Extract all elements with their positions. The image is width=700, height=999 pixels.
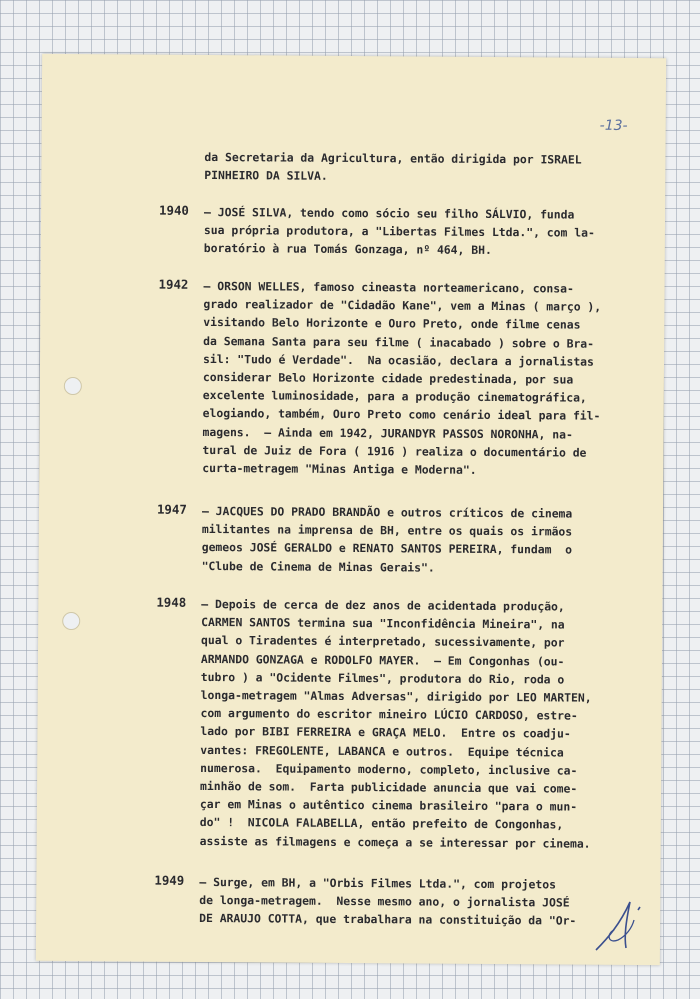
text-line: tubro ) a "Ocidente Filmes", produtora do Rio, roda o <box>200 669 565 687</box>
entry-1940 <box>41 202 665 258</box>
text-line: sua própria produtora, a "Libertas Filmes Ltda.", com la- <box>203 223 595 240</box>
text-line: de longa-metragem. Nesse mesmo ano, o jornalista JOSÉ <box>199 893 570 910</box>
page-number: -13- <box>599 117 628 134</box>
text-line: ARMANDO GONZAGA e RODOLFO MAYER. — Em Congonhas (ou- <box>200 651 565 669</box>
text-line: considerar Belo Horizonte cidade predestinada, por sua <box>202 369 574 387</box>
text-line: — Depois de cerca de dez anos de acidentada produção, <box>201 596 565 614</box>
intro-paragraph <box>42 147 666 184</box>
text-line: "Clube de Cinema de Minas Gerais". <box>201 558 435 575</box>
text-line: magens. — Ainda em 1942, JURANDYR PASSOS NORONHA, na- <box>202 424 573 442</box>
text-line: — ORSON WELLES, famoso cineasta norteamericano, consa- <box>203 278 574 296</box>
text-line: PINHEIRO DA SILVA. <box>204 168 328 184</box>
entry-year: 1949 <box>154 872 185 888</box>
text-line: CARMEN SANTOS termina sua "Inconfidência Mineira", na <box>201 615 565 632</box>
punch-hole <box>62 612 80 630</box>
text-line: longa-metragem "Almas Adversas", dirigido por LEO MARTEN, <box>200 687 592 705</box>
entry-1947 <box>39 501 663 575</box>
text-line: qual o Tiradentes é interpretado, sucessivamente, por <box>201 633 565 650</box>
entry-text <box>199 873 639 931</box>
entry-1949 <box>36 872 660 928</box>
text-line: numerosa. Equipamento moderno, completo, inclusive ca- <box>200 760 578 778</box>
text-line: gemeos JOSÉ GERALDO e RENATO SANTOS PEREIRA, fundam o <box>201 540 573 557</box>
entry-text <box>202 277 643 480</box>
text-line: tural de Juiz de Fora ( 1916 ) realiza o documentário de <box>202 442 587 460</box>
text-line: sil: "Tudo é Verdade". Na ocasião, declara a jornalistas <box>202 351 594 369</box>
entry-year: 1947 <box>156 501 187 517</box>
text-line: da Semana Santa para seu filme ( inacabado ) sobre o Bra- <box>203 333 595 351</box>
entry-1942 <box>41 276 665 477</box>
entry-text <box>200 595 642 853</box>
handwritten-initials-signature <box>586 888 656 958</box>
document-page <box>36 54 666 965</box>
text-line: — JOSÉ SILVA, tendo como sócio seu filho SÁLVIO, funda <box>204 204 575 222</box>
entry-text <box>204 203 644 261</box>
punch-hole <box>64 377 82 395</box>
text-line: visitando Belo Horizonte e Ouro Preto, onde filme cenas <box>203 315 581 333</box>
entry-year: 1948 <box>156 594 187 610</box>
text-line: com argumento do escritor mineiro LÚCIO CARDOSO, estre- <box>200 706 578 723</box>
text-line: lado por BIBI FERREIRA e GRAÇA MELO. Entre os coadju- <box>200 724 571 741</box>
entry-year: 1942 <box>158 276 189 292</box>
text-line: excelente luminosidade, para a produção cinematográfica, <box>202 388 587 405</box>
text-line: — JACQUES DO PRADO BRANDÃO e outros críticos de cinema <box>201 503 573 521</box>
text-line: do" ! NICOLA FALABELLA, então prefeito de Congonhas, <box>199 815 564 832</box>
text-line: boratório à rua Tomás Gonzaga, nº 464, BH. <box>203 241 492 258</box>
text-line: — Surge, em BH, a "Orbis Filmes Ltda.", com projetos <box>199 874 557 892</box>
text-line: minhão de som. Farta publicidade anuncia que vai come- <box>200 778 578 796</box>
text-line: grado realizador de "Cidadão Kane", vem a Minas ( março ), <box>203 297 602 314</box>
entry-1948 <box>38 594 662 851</box>
text-line: elogiando, também, Ouro Preto como cenário ideal para fil- <box>202 406 601 424</box>
text-line: DE ARAUJO COTTA, que trabalhara na constituição da "Or- <box>199 911 577 928</box>
text-line: çar em Minas o autêntico cinema brasileiro "para o mun- <box>199 797 578 814</box>
text-line: curta-metragem "Minas Antiga e Moderna". <box>202 460 477 477</box>
text-line: militantes na imprensa de BH, entre os quais os irmãos <box>201 522 573 539</box>
entry-text <box>202 502 642 578</box>
entry-year: 1940 <box>159 202 189 218</box>
intro-text <box>204 148 644 187</box>
text-line: da Secretaria da Agricultura, então dirigida por ISRAEL <box>204 149 582 167</box>
text-line: assiste as filmagens e começa a se interessar por cinema. <box>199 833 591 851</box>
text-line: vantes: FREGOLENTE, LABANCA e outros. Equipe técnica <box>200 742 564 760</box>
